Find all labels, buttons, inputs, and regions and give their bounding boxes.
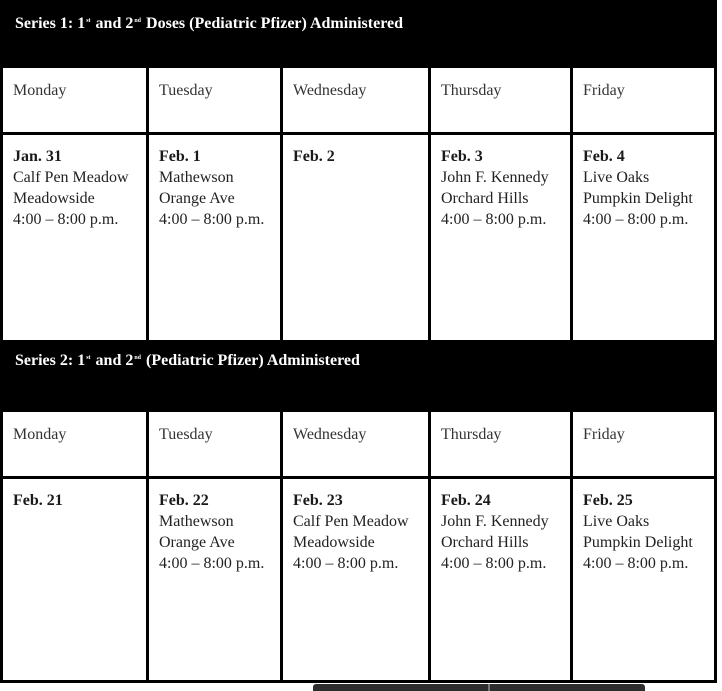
series-2-title-part: (Pediatric Pfizer) Administered [142,352,360,369]
series-2-superscript-nd: nd [134,354,142,361]
series-1-day-header-row [0,68,717,135]
school-name: Meadowside [293,534,375,551]
school-name: Mathewson [159,513,234,530]
scrollbar-divider [488,684,490,691]
series-2-superscript-st: st [86,354,91,361]
clinic-date: Feb. 21 [13,492,63,509]
clinic-time: 4:00 – 8:00 p.m. [441,555,547,572]
series-1-title-part: Series 1: 1 [15,15,86,32]
clinic-date: Feb. 2 [293,148,335,165]
clinic-time: 4:00 – 8:00 p.m. [159,555,265,572]
series-2-title-part: Series 2: 1 [15,352,86,369]
schedule-cell [3,479,149,680]
series-1-title-part: and 2 [91,15,134,32]
series-1-title-part: Doses (Pediatric Pfizer) Administered [142,15,403,32]
schedule-cell [283,135,431,340]
clinic-date: Feb. 3 [441,148,483,165]
clinic-date: Feb. 1 [159,148,201,165]
day-header: Friday [583,426,625,443]
school-name: Calf Pen Meadow [293,513,409,530]
day-header: Tuesday [149,68,283,132]
school-name: Orange Ave [159,534,235,551]
day-header: Monday [3,412,149,476]
schedule-cell [283,479,431,680]
clinic-date: Feb. 22 [159,492,209,509]
schedule-cell [431,479,573,680]
schedule-cell [149,135,283,340]
series-1-schedule-row [0,135,717,340]
day-header: Wednesday [283,412,431,476]
series-2-header [0,340,717,412]
day-header: Friday [583,82,625,99]
series-1-header [0,0,717,68]
school-name: Meadowside [13,190,95,207]
clinic-time: 4:00 – 8:00 p.m. [583,555,689,572]
day-header: Monday [3,68,149,132]
school-name: John F. Kennedy [441,513,549,530]
series-2-schedule-row [0,479,717,683]
day-header: Wednesday [283,68,431,132]
clinic-time: 4:00 – 8:00 p.m. [583,211,689,228]
schedule-cell [431,135,573,340]
school-name: Calf Pen Meadow [13,169,129,186]
school-name: Mathewson [159,169,234,186]
clinic-time: 4:00 – 8:00 p.m. [13,211,119,228]
clinic-date: Feb. 25 [583,492,633,509]
series-2-day-header-row [0,412,717,479]
series-1-superscript-st: st [86,17,91,24]
clinic-time: 4:00 – 8:00 p.m. [441,211,547,228]
clinic-date: Jan. 31 [13,148,62,165]
clinic-time: 4:00 – 8:00 p.m. [159,211,265,228]
clinic-date: Feb. 24 [441,492,491,509]
series-2-title-part: and 2 [91,352,134,369]
school-name: Pumpkin Delight [583,190,693,207]
series-1-superscript-nd: nd [134,17,142,24]
school-name: John F. Kennedy [441,169,549,186]
schedule-cell [573,479,714,680]
clinic-date: Feb. 23 [293,492,343,509]
school-name: Orchard Hills [441,534,529,551]
day-header: Thursday [431,412,573,476]
schedule-cell [149,479,283,680]
school-name: Orchard Hills [441,190,529,207]
schedule-cell [573,135,714,340]
clinic-date: Feb. 4 [583,148,625,165]
horizontal-scrollbar[interactable] [313,684,645,691]
day-header: Thursday [431,68,573,132]
school-name: Orange Ave [159,190,235,207]
school-name: Live Oaks [583,169,650,186]
school-name: Live Oaks [583,513,650,530]
day-header: Tuesday [149,412,283,476]
clinic-time: 4:00 – 8:00 p.m. [293,555,399,572]
schedule-cell [3,135,149,340]
school-name: Pumpkin Delight [583,534,693,551]
